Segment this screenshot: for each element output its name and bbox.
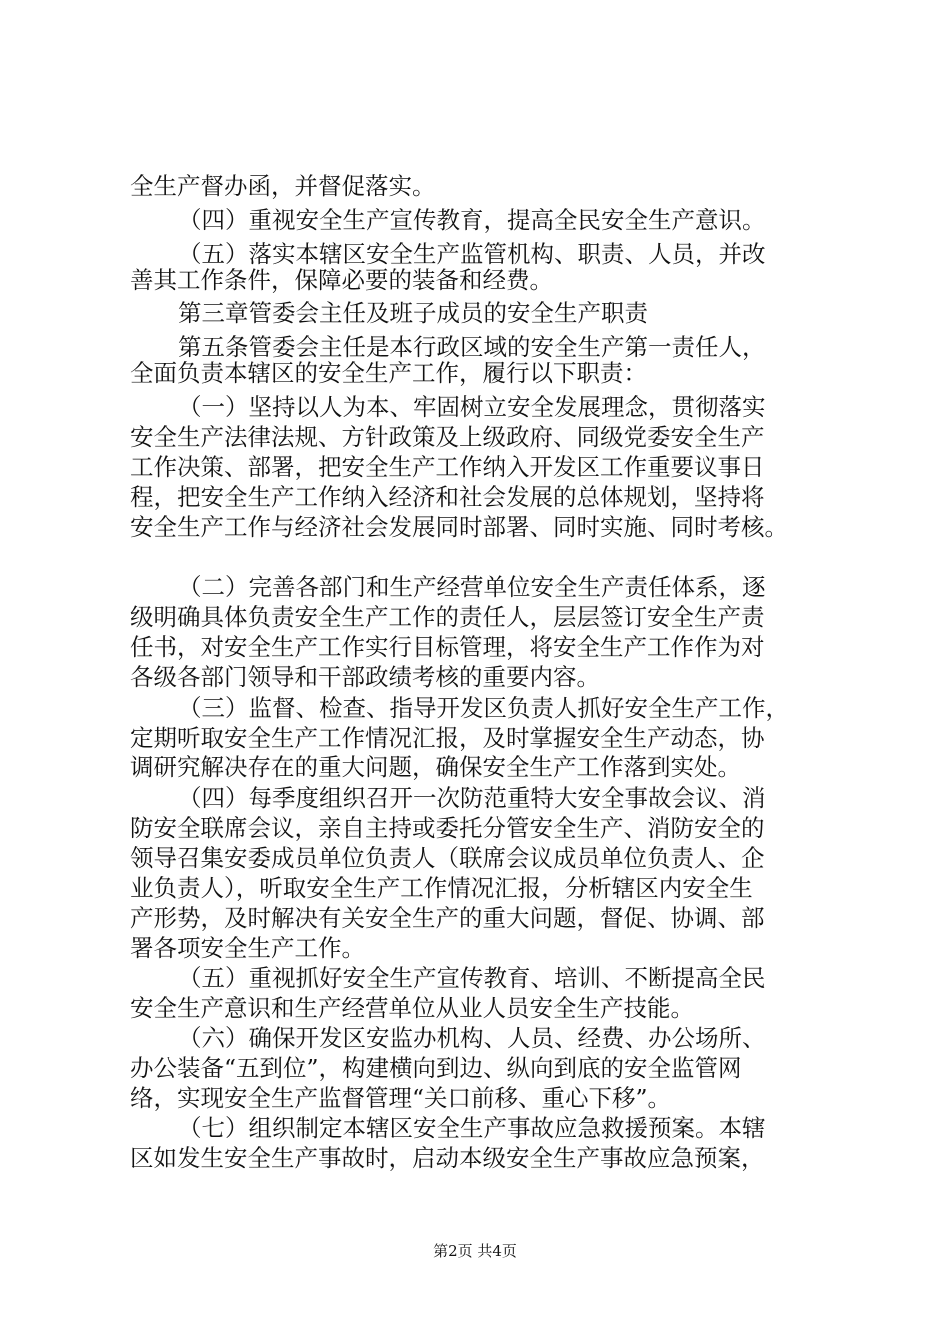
- body-line: （一）坚持以人为本、牢固树立安全发展理念，贯彻落实: [178, 393, 766, 421]
- body-line: 络，实现安全生产监督管理“关口前移、重心下移”。: [130, 1084, 672, 1112]
- body-line: 安全生产工作与经济社会发展同时部署、同时实施、同时考核。: [130, 513, 788, 541]
- body-line: （三）监督、检查、指导开发区负责人抓好安全生产工作，: [178, 694, 789, 722]
- body-line: 工作决策、部署，把安全生产工作纳入开发区工作重要议事日: [130, 453, 765, 481]
- body-line: 办公装备“五到位”，构建横向到边、纵向到底的安全监管网: [130, 1054, 742, 1082]
- body-line: 区如发生安全生产事故时，启动本级安全生产事故应急预案，: [130, 1144, 765, 1172]
- body-line: 安全生产意识和生产经营单位从业人员安全生产技能。: [130, 994, 694, 1022]
- body-line: 各级各部门领导和干部政绩考核的重要内容。: [130, 663, 600, 691]
- body-line: 署各项安全生产工作。: [130, 934, 365, 962]
- body-line: （五）落实本辖区安全生产监管机构、职责、人员，并改: [178, 240, 766, 268]
- page-number-footer: 第2页 共4页: [433, 1242, 517, 1260]
- body-line: （五）重视抓好安全生产宣传教育、培训、不断提高全民: [178, 964, 766, 992]
- body-line: 产形势，及时解决有关安全生产的重大问题，督促、协调、部: [130, 904, 765, 932]
- body-line: 全生产督办函，并督促落实。: [130, 172, 436, 200]
- body-line: （六）确保开发区安监办机构、人员、经费、办公场所、: [178, 1024, 766, 1052]
- body-line: （四）重视安全生产宣传教育，提高全民安全生产意识。: [178, 206, 766, 234]
- chapter-heading: 第三章管委会主任及班子成员的安全生产职责: [178, 299, 648, 327]
- body-line: （七）组织制定本辖区安全生产事故应急救援预案。本辖: [178, 1114, 766, 1142]
- body-line: 安全生产法律法规、方针政策及上级政府、同级党委安全生产: [130, 423, 765, 451]
- body-line: 全面负责本辖区的安全生产工作，履行以下职责：: [130, 359, 647, 387]
- body-line: 第五条管委会主任是本行政区域的安全生产第一责任人，: [178, 333, 766, 361]
- body-line: 任书，对安全生产工作实行目标管理，将安全生产工作作为对: [130, 633, 765, 661]
- body-line: 级明确具体负责安全生产工作的责任人，层层签订安全生产责: [130, 603, 765, 631]
- body-line: 善其工作条件，保障必要的装备和经费。: [130, 266, 553, 294]
- body-line: （四）每季度组织召开一次防范重特大安全事故会议、消: [178, 784, 766, 812]
- body-line: （二）完善各部门和生产经营单位安全生产责任体系，逐: [178, 573, 766, 601]
- body-line: 程，把安全生产工作纳入经济和社会发展的总体规划，坚持将: [130, 483, 765, 511]
- body-line: 定期听取安全生产工作情况汇报，及时掌握安全生产动态，协: [130, 724, 765, 752]
- body-line: 业负责人），听取安全生产工作情况汇报，分析辖区内安全生: [130, 874, 753, 902]
- body-line: 领导召集安委成员单位负责人（联席会议成员单位负责人、企: [130, 844, 765, 872]
- body-line: 调研究解决存在的重大问题，确保安全生产工作落到实处。: [130, 753, 741, 781]
- body-line: 防安全联席会议，亲自主持或委托分管安全生产、消防安全的: [130, 814, 765, 842]
